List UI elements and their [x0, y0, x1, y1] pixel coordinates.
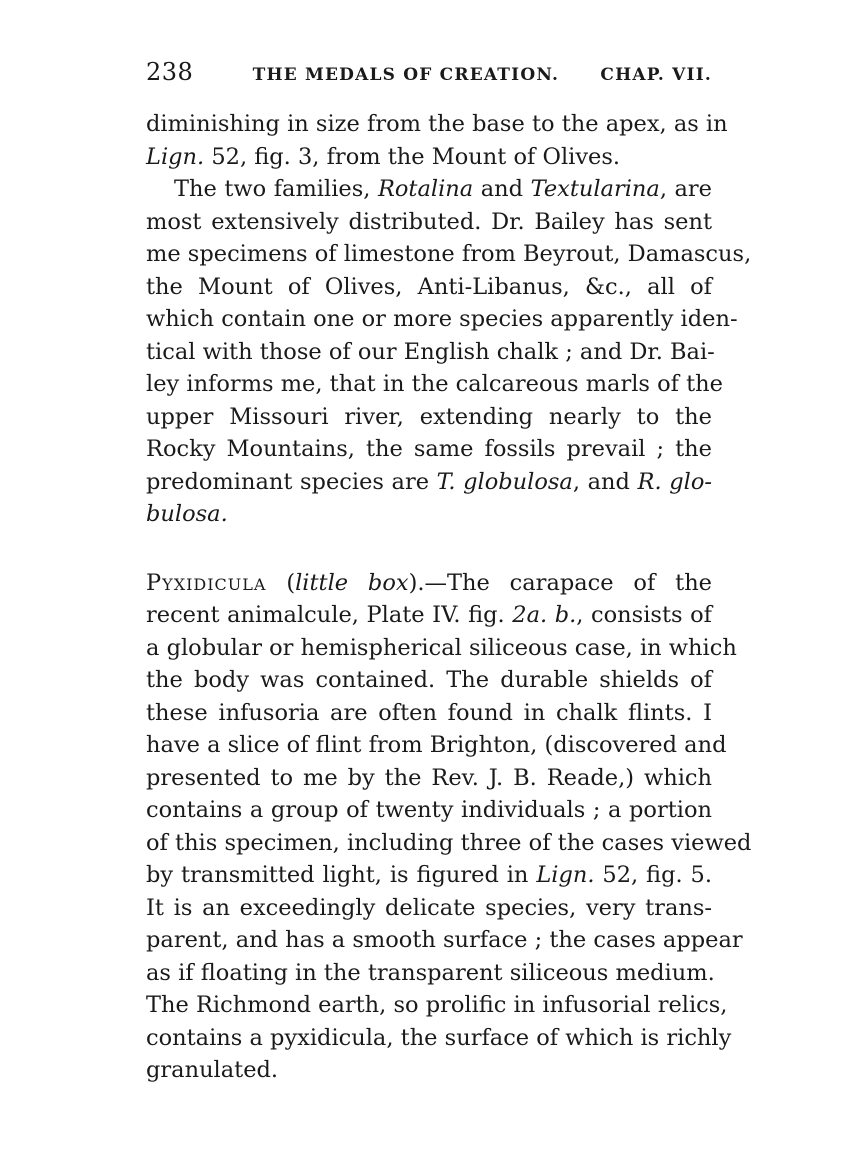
text-line: have a slice of flint from Brighton, (discovered and: [146, 732, 727, 758]
book-page: [146, 58, 752, 1087]
text-line: contains a group of twenty individuals ; a portion: [146, 797, 712, 823]
text-line: most extensively distributed. Dr. Bailey has sent: [146, 208, 712, 235]
text-line: these infusoria are often found in chalk flints. I: [146, 699, 712, 726]
text-line: Lign. 52, fig. 3, from the Mount of Olives.: [146, 143, 621, 170]
text-line: the body was contained. The durable shields of: [146, 667, 712, 693]
running-head: [146, 58, 712, 92]
text-line: It is an exceedingly delicate species, very trans-: [146, 894, 712, 921]
text-line: bulosa.: [146, 501, 228, 527]
text-line: Pyxidicula (little box).—The carapace of the: [146, 569, 713, 596]
page-number: 238: [146, 58, 194, 86]
paragraph: [146, 173, 752, 531]
text-line: of this specimen, including three of the cases viewed: [146, 829, 752, 856]
text-line: predominant species are T. globulosa, and R. glo-: [146, 468, 712, 495]
text-line: by transmitted light, is figured in Lign. 52, fig. 5.: [146, 862, 712, 888]
chapter-mark: CHAP. VII.: [600, 65, 712, 85]
text-line: The two families, Rotalina and Textularina, are: [174, 176, 712, 202]
text-line: presented to me by the Rev. J. B. Reade,) which: [146, 764, 712, 791]
text-line: as if floating in the transparent siliceous medium.: [146, 959, 715, 986]
text-line: upper Missouri river, extending nearly to the: [146, 403, 712, 430]
text-line: which contain one or more species apparently iden-: [146, 306, 738, 332]
text-line: granulated.: [146, 1057, 279, 1083]
text-line: Rocky Mountains, the same fossils prevail ; the: [146, 436, 712, 462]
text-line: a globular or hemispherical siliceous case, in which: [146, 634, 737, 661]
text-line: ley informs me, that in the calcareous marls of the: [146, 371, 723, 397]
paragraph: [146, 567, 752, 1087]
text-line: The Richmond earth, so prolific in infusorial relics,: [146, 992, 728, 1018]
text-line: the Mount of Olives, Anti-Libanus, &c., all of: [146, 273, 712, 300]
paragraph: [146, 108, 728, 173]
text-line: tical with those of our English chalk ; and Dr. Bai-: [146, 338, 715, 365]
running-title: THE MEDALS OF CREATION.: [252, 65, 560, 85]
text-line: recent animalcule, Plate IV. fig. 2a. b., consists of: [146, 602, 713, 628]
text-line: me specimens of limestone from Beyrout, Damascus,: [146, 241, 752, 267]
paragraph-gap: [146, 531, 712, 567]
text-line: contains a pyxidicula, the surface of which is richly: [146, 1024, 732, 1051]
text-line: parent, and has a smooth surface ; the cases appear: [146, 927, 743, 953]
text-line: diminishing in size from the base to the apex, as in: [146, 111, 728, 137]
